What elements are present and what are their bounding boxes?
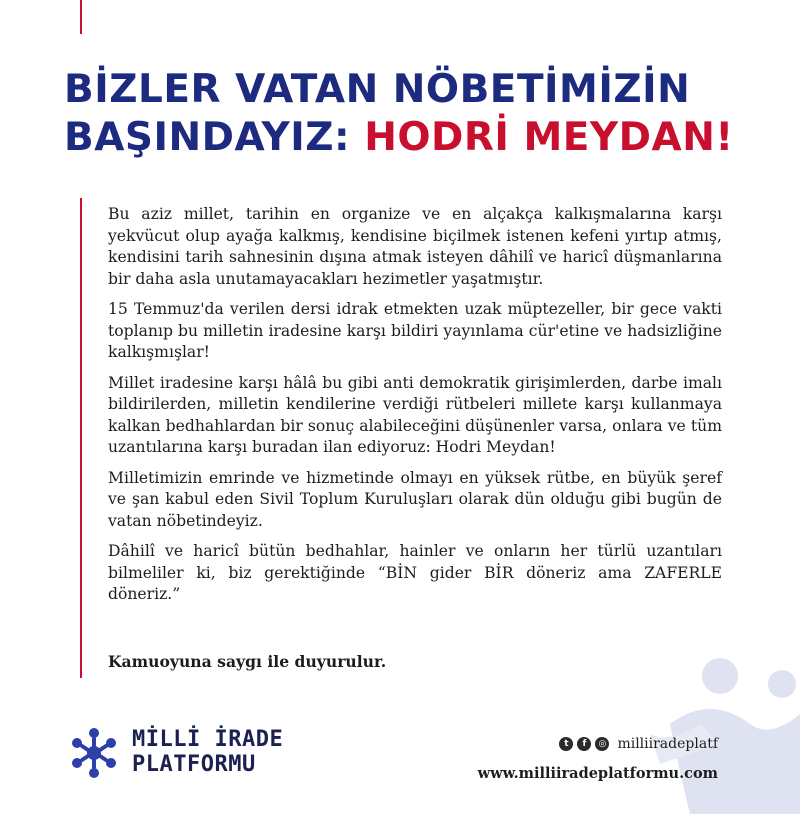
website-link[interactable]: www.milliiradeplatformu.com — [477, 765, 718, 782]
logo-line-1: MİLLİ İRADE — [132, 727, 284, 752]
social-row — [559, 736, 718, 752]
headline — [64, 66, 764, 162]
paragraph-1: Bu aziz millet, tarihin en organize ve en alçakça kalkışmalarına karşı yekvücut olup ayağa kalkmış, kendisine biçilmek istenen kefeni yırtıp atmış, kendisini tarih sahnesinin dışına atmak isteyen dâhilî ve haricî düşmanlarına bir daha asla unutamayacakları hezimetler yaşatmıştır. — [108, 205, 722, 288]
twitter-icon[interactable]: t — [559, 737, 573, 751]
body-red-rule — [80, 198, 82, 678]
headline-highlight: HODRİ MEYDAN! — [364, 115, 734, 160]
paragraph-3: Millet iradesine karşı hâlâ bu gibi anti demokratik girişimlerden, darbe imalı bildirilerden, milletin kendilerine verdiği rütbeleri millete karşı kullanmaya kalkan bedhahlardan bir sonuç alabileceğini düşünenler varsa, onlara ve tüm uzantılarına karşı buradan ilan ediyoruz: Hodri Meydan! — [108, 373, 722, 456]
paragraph-4: Milletimizin emrinde ve hizmetinde olmayı en yüksek rütbe, en büyük şeref ve şan kabul eden Sivil Toplum Kuruluşları olarak dün olduğu gibi bugün de vatan nöbetindeyiz. — [108, 468, 722, 530]
paragraph-2: 15 Temmuz'da verilen dersi idrak etmekten uzak müptezeller, bir gece vakti toplanıp bu milletin iradesine karşı bildiri yayınlama cür'etine ve hadsizliğine kalkışmışlar! — [108, 300, 722, 361]
instagram-icon[interactable]: ◎ — [595, 737, 609, 751]
decorative-figure-graphic — [650, 654, 800, 814]
platform-logo-icon — [66, 725, 122, 781]
paragraph-5: Dâhilî ve haricî bütün bedhahlar, hainler ve onların her türlü uzantıları bilmeliler ki, biz gerektiğinde “BİN gider BİR döneriz ama ZAFERLE döneriz.” — [108, 542, 722, 603]
statement-body — [108, 204, 722, 615]
headline-line-1: BİZLER VATAN NÖBETİMİZİN — [64, 67, 691, 112]
closing-line: Kamuoyuna saygı ile duyurulur. — [108, 652, 387, 671]
top-red-rule — [80, 0, 82, 34]
social-handle[interactable]: milliiradeplatf — [617, 736, 718, 752]
platform-logo-text — [132, 727, 283, 777]
logo-line-2: PLATFORMU — [132, 752, 256, 777]
headline-line-2-prefix: BAŞINDAYIZ: — [64, 115, 365, 160]
facebook-icon[interactable]: f — [577, 737, 591, 751]
